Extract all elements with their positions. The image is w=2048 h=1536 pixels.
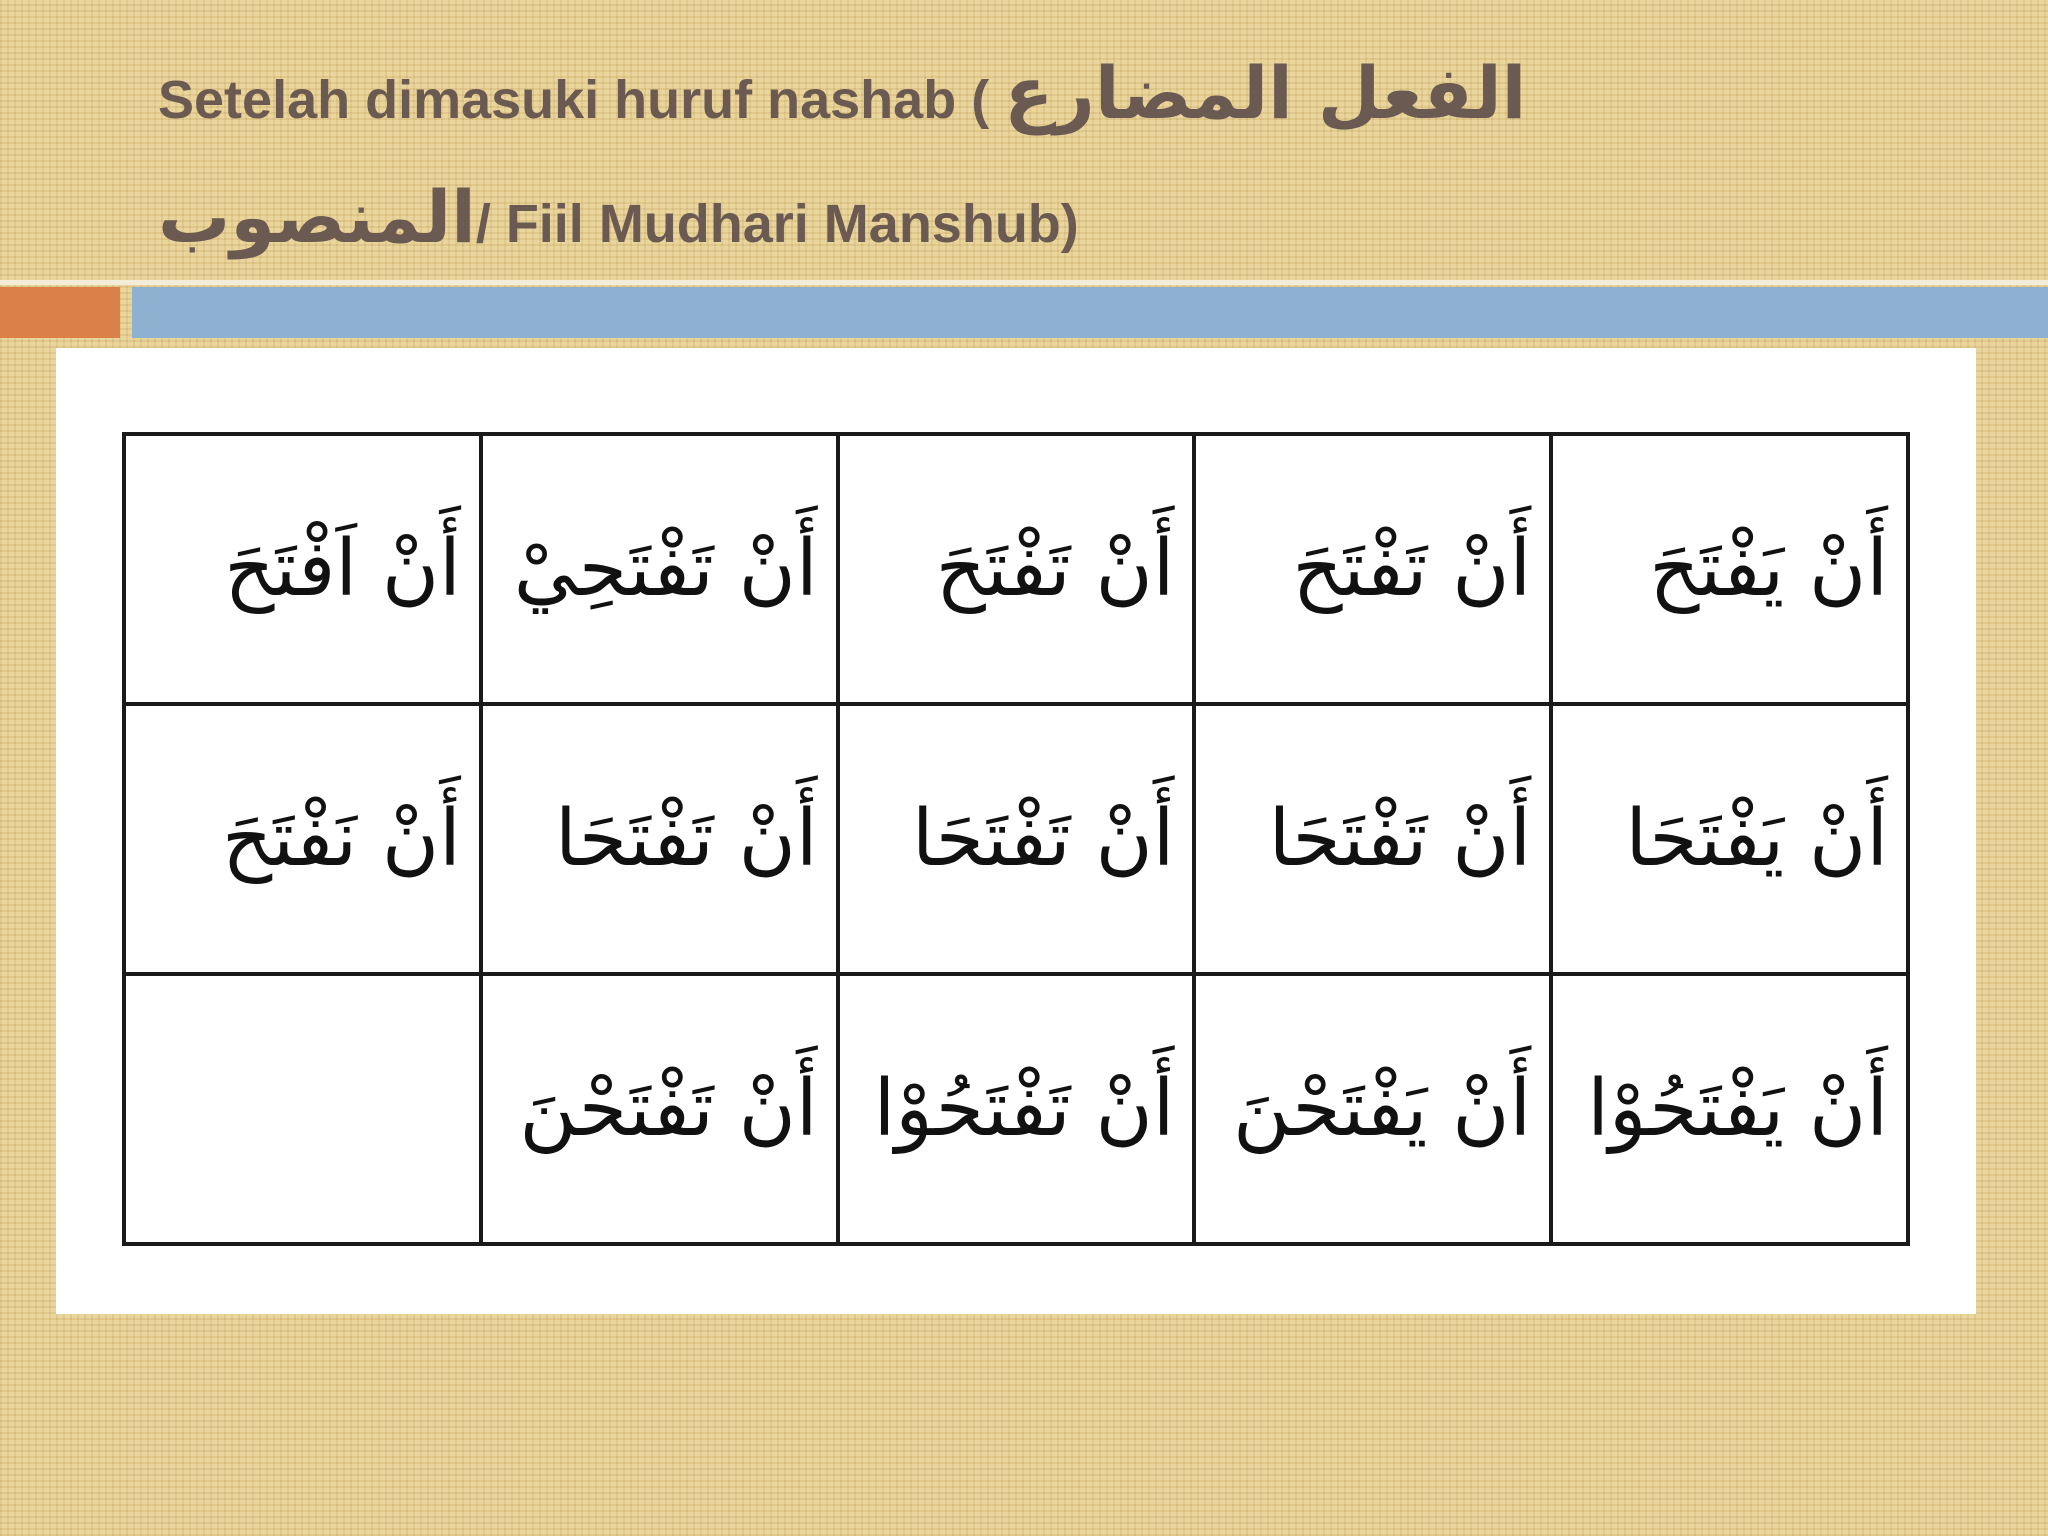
table-cell: أَنْ تَفْتَحَ xyxy=(1194,434,1551,704)
table-cell: أَنْ تَفْتَحَا xyxy=(838,704,1195,974)
slide-title xyxy=(158,50,1718,262)
table-cell: أَنْ تَفْتَحِيْ xyxy=(481,434,838,704)
table-cell: أَنْ يَفْتَحُوْا xyxy=(1551,974,1908,1244)
title-divider-line xyxy=(0,280,2048,285)
title-line-2 xyxy=(158,174,1718,262)
title-latin-text-2: / Fiil Mudhari Manshub) xyxy=(475,194,1079,254)
table-cell: أَنْ يَفْتَحَ xyxy=(1551,434,1908,704)
title-line-1 xyxy=(158,50,1718,174)
table-cell-empty xyxy=(124,974,481,1244)
accent-bar-blue xyxy=(132,287,2048,338)
table-cell: أَنْ تَفْتَحَا xyxy=(481,704,838,974)
title-arabic-text: الفعل المضارع xyxy=(1004,51,1527,135)
conjugation-table xyxy=(122,432,1910,1246)
table-cell: أَنْ يَفْتَحَا xyxy=(1551,704,1908,974)
table-row xyxy=(124,434,1908,704)
table-row xyxy=(124,974,1908,1244)
table-cell: أَنْ اَفْتَحَ xyxy=(124,434,481,704)
table-row xyxy=(124,704,1908,974)
title-arabic-text-2: المنصوب xyxy=(158,175,476,259)
table-cell: أَنْ نَفْتَحَ xyxy=(124,704,481,974)
table-cell: أَنْ تَفْتَحَ xyxy=(838,434,1195,704)
table-cell: أَنْ تَفْتَحُوْا xyxy=(838,974,1195,1244)
accent-bar-orange xyxy=(0,287,120,338)
table-cell: أَنْ تَفْتَحَا xyxy=(1194,704,1551,974)
table-cell: أَنْ تَفْتَحْنَ xyxy=(481,974,838,1244)
title-latin-text: Setelah dimasuki huruf nashab ( xyxy=(158,70,1005,130)
table-cell: أَنْ يَفْتَحْنَ xyxy=(1194,974,1551,1244)
